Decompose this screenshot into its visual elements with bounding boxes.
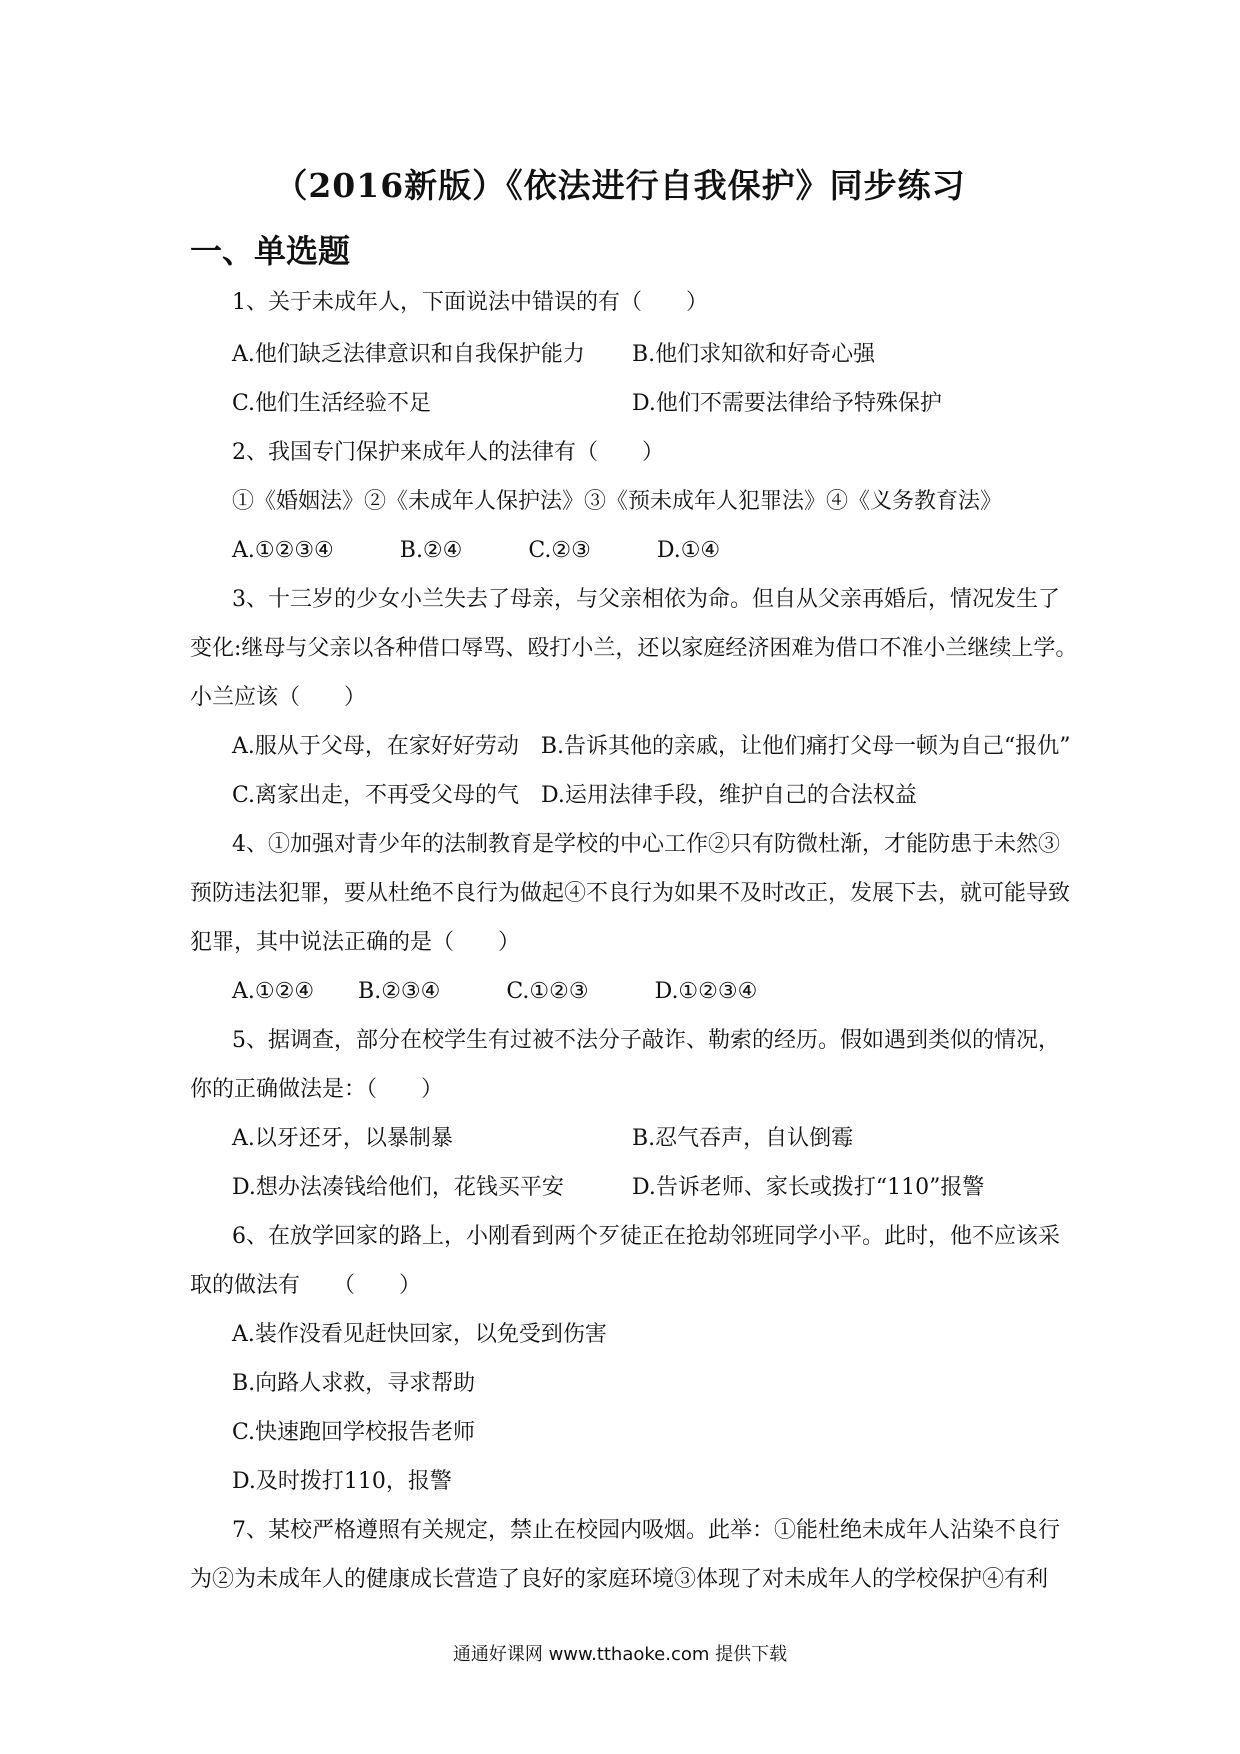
question-3-line-1: 3、十三岁的少女小兰失去了母亲，与父亲相依为命。但自从父亲再婚后，情况发生了 [232,587,1060,612]
question-6-line-2: 取的做法有 （ ） [190,1273,422,1298]
question-6-option-d: D.及时拨打110，报警 [232,1469,452,1494]
question-1-option-d: D.他们不需要法律给予特殊保护 [632,391,942,416]
question-5-option-c: D.想办法凑钱给他们，花钱买平安 [232,1175,564,1200]
question-1-option-b: B.他们求知欲和好奇心强 [632,342,876,367]
question-3-options-cd: C.离家出走，不再受父母的气 D.运用法律手段，维护自己的合法权益 [232,783,917,808]
question-6-option-b: B.向路人求救，寻求帮助 [232,1371,476,1396]
question-4-line-3: 犯罪，其中说法正确的是（ ） [190,930,521,955]
question-3-options-ab: A.服从于父母，在家好好劳动 B.告诉其他的亲戚，让他们痛打父母一顿为自己“报仇” [232,734,1071,759]
question-2-stem: 2、我国专门保护来成年人的法律有（ ） [232,440,664,465]
question-1-option-a: A.他们缺乏法律意识和自我保护能力 [232,342,585,367]
question-2-items: ①《婚姻法》②《未成年人保护法》③《预未成年人犯罪法》④《义务教育法》 [232,489,1003,514]
question-5-line-2: 你的正确做法是：（ ） [190,1077,444,1102]
question-6-option-c: C.快速跑回学校报告老师 [232,1420,476,1445]
document-title: （2016新版）《依法进行自我保护》同步练习 [274,166,966,205]
page-footer: 通通好课网 www.tthaoke.com 提供下载 [452,1644,788,1665]
question-5-option-a: A.以牙还牙，以暴制暴 [232,1126,453,1151]
question-3-line-2: 变化:继母与父亲以各种借口辱骂、殴打小兰，还以家庭经济困难为借口不准小兰继续上学。 [190,636,1078,661]
question-3-line-3: 小兰应该（ ） [190,685,367,710]
section-heading: 一、单选题 [190,232,351,270]
question-7-line-2: 为②为未成年人的健康成长营造了良好的家庭环境③体现了对未成年人的学校保护④有利 [190,1567,1049,1592]
question-1-option-c: C.他们生活经验不足 [232,391,432,416]
question-6-line-1: 6、在放学回家的路上，小刚看到两个歹徒正在抢劫邻班同学小平。此时，他不应该采 [232,1224,1060,1249]
question-1-stem: 1、关于未成年人，下面说法中错误的有（ ） [232,290,708,315]
question-2-options: A.①②③④ B.②④ C.②③ D.①④ [232,538,721,563]
question-5-line-1: 5、据调查，部分在校学生有过被不法分子敲诈、勒索的经历。假如遇到类似的情况， [232,1028,1060,1053]
question-4-line-1: 4、①加强对青少年的法制教育是学校的中心工作②只有防微杜渐，才能防患于未然③ [232,832,1060,857]
question-6-option-a: A.装作没看见赶快回家，以免受到伤害 [232,1322,607,1347]
question-5-option-b: B.忍气吞声，自认倒霉 [632,1126,854,1151]
question-7-line-1: 7、某校严格遵照有关规定，禁止在校园内吸烟。此举：①能杜绝未成年人沾染不良行 [232,1518,1060,1543]
question-5-option-d: D.告诉老师、家长或拨打“110”报警 [632,1175,985,1200]
question-4-line-2: 预防违法犯罪，要从杜绝不良行为做起④不良行为如果不及时改正，发展下去，就可能导致 [190,881,1071,906]
question-4-options: A.①②④ B.②③④ C.①②③ D.①②③④ [232,979,758,1004]
